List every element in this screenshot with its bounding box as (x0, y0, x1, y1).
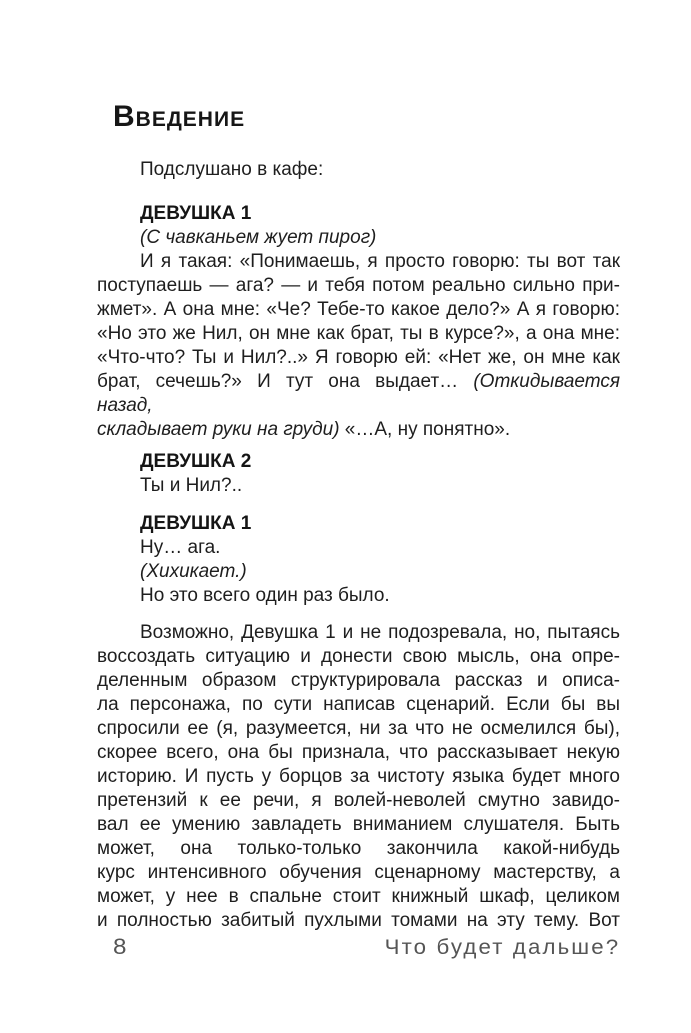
text-run: Ну… ага. (140, 537, 221, 558)
text-line (97, 250, 620, 274)
text-line (97, 584, 620, 608)
running-title: Что будет дальше? (384, 936, 620, 959)
text-run: Возможно, Девушка 1 и не подозревала, но, пытаясь (140, 622, 620, 643)
text-line (97, 298, 620, 322)
text-run: может, она только-только закончила какой-нибудь (97, 838, 620, 859)
text-blocks (97, 158, 620, 933)
text-run: Но это всего один раз было. (140, 585, 390, 606)
text-line (97, 645, 620, 669)
chapter-title: Введение (113, 100, 246, 133)
page-footer (97, 934, 620, 960)
page-number: 8 (113, 934, 128, 959)
text-line (97, 474, 620, 498)
text-line (97, 158, 620, 182)
stage-direction: (С чавканьем жует пирог) (140, 227, 377, 248)
dialogue-block-1 (97, 202, 620, 442)
text-line (97, 512, 620, 536)
text-run: Ты и Нил?.. (140, 475, 243, 496)
text-line (97, 717, 620, 741)
text-run: «Что-что? Ты и Нил?..» Я говорю ей: «Нет же, он мне как (97, 347, 620, 368)
text-line (97, 226, 620, 250)
text-line (97, 346, 620, 370)
text-run: «…А, ну понятно». (339, 419, 511, 440)
text-line (97, 909, 620, 933)
text-line (97, 621, 620, 645)
dialogue-block-3 (97, 512, 620, 608)
text-line (97, 741, 620, 765)
text-run: скорее всего, она бы признала, что рассказывает некую (97, 742, 620, 763)
text-line (97, 450, 620, 474)
text-run: воссоздать ситуацию и донести свою мысль, она опре- (97, 646, 620, 667)
text-run: брат, сечешь?» И тут она выдает… (97, 371, 474, 392)
text-run: жмет». А она мне: «Че? Тебе-то какое дело?» А я говорю: (97, 299, 620, 320)
body-paragraph (97, 621, 620, 933)
text-line (97, 885, 620, 909)
text-run: претензий к ее речи, я волей-неволей смутно завидо- (97, 790, 620, 811)
dialogue-block-2 (97, 450, 620, 498)
text-run: спросили ее (я, разумеется, ни за что не осмелился бы), (97, 718, 620, 739)
text-line (97, 560, 620, 584)
text-line (97, 370, 620, 418)
text-line (97, 536, 620, 560)
text-line (97, 813, 620, 837)
text-run: деленным образом структурировала рассказ и описа- (97, 670, 620, 691)
text-run: курс интенсивного обучения сценарному мастерству, а (97, 862, 620, 883)
stage-direction: (Откидывается назад, (97, 371, 620, 416)
text-run: может, у нее в спальне стоит книжный шкаф, целиком (97, 886, 620, 907)
text-line (97, 418, 620, 442)
text-run: и полностью забитый пухлыми томами на эту тему. Вот (97, 910, 620, 931)
text-line (97, 322, 620, 346)
text-run: И я такая: «Понимаешь, я просто говорю: ты вот так (140, 251, 620, 272)
text-run: поступаешь — ага? — и тебя потом реально сильно при- (97, 275, 620, 296)
text-line (97, 274, 620, 298)
text-run: «Но это же Нил, он мне как брат, ты в курсе?», а она мне: (97, 323, 620, 344)
text-line (97, 837, 620, 861)
speaker-name: ДЕВУШКА 1 (140, 203, 252, 224)
text-run: ла персонажа, по сути написав сценарий. Если бы вы (97, 694, 620, 715)
text-line (97, 693, 620, 717)
stage-direction: складывает руки на груди) (97, 419, 340, 440)
stage-direction: (Хихикает.) (140, 561, 247, 582)
text-line (97, 765, 620, 789)
text-line (97, 861, 620, 885)
text-line (97, 789, 620, 813)
speaker-name: ДЕВУШКА 2 (140, 451, 252, 472)
text-run: Подслушано в кафе: (140, 159, 324, 180)
text-line (97, 202, 620, 226)
text-line (97, 669, 620, 693)
speaker-name: ДЕВУШКА 1 (140, 513, 252, 534)
text-run: вал ее умению завладеть вниманием слушателя. Быть (97, 814, 620, 835)
intro-block (97, 158, 620, 182)
text-run: историю. И пусть у борцов за чистоту языка будет много (97, 766, 620, 787)
